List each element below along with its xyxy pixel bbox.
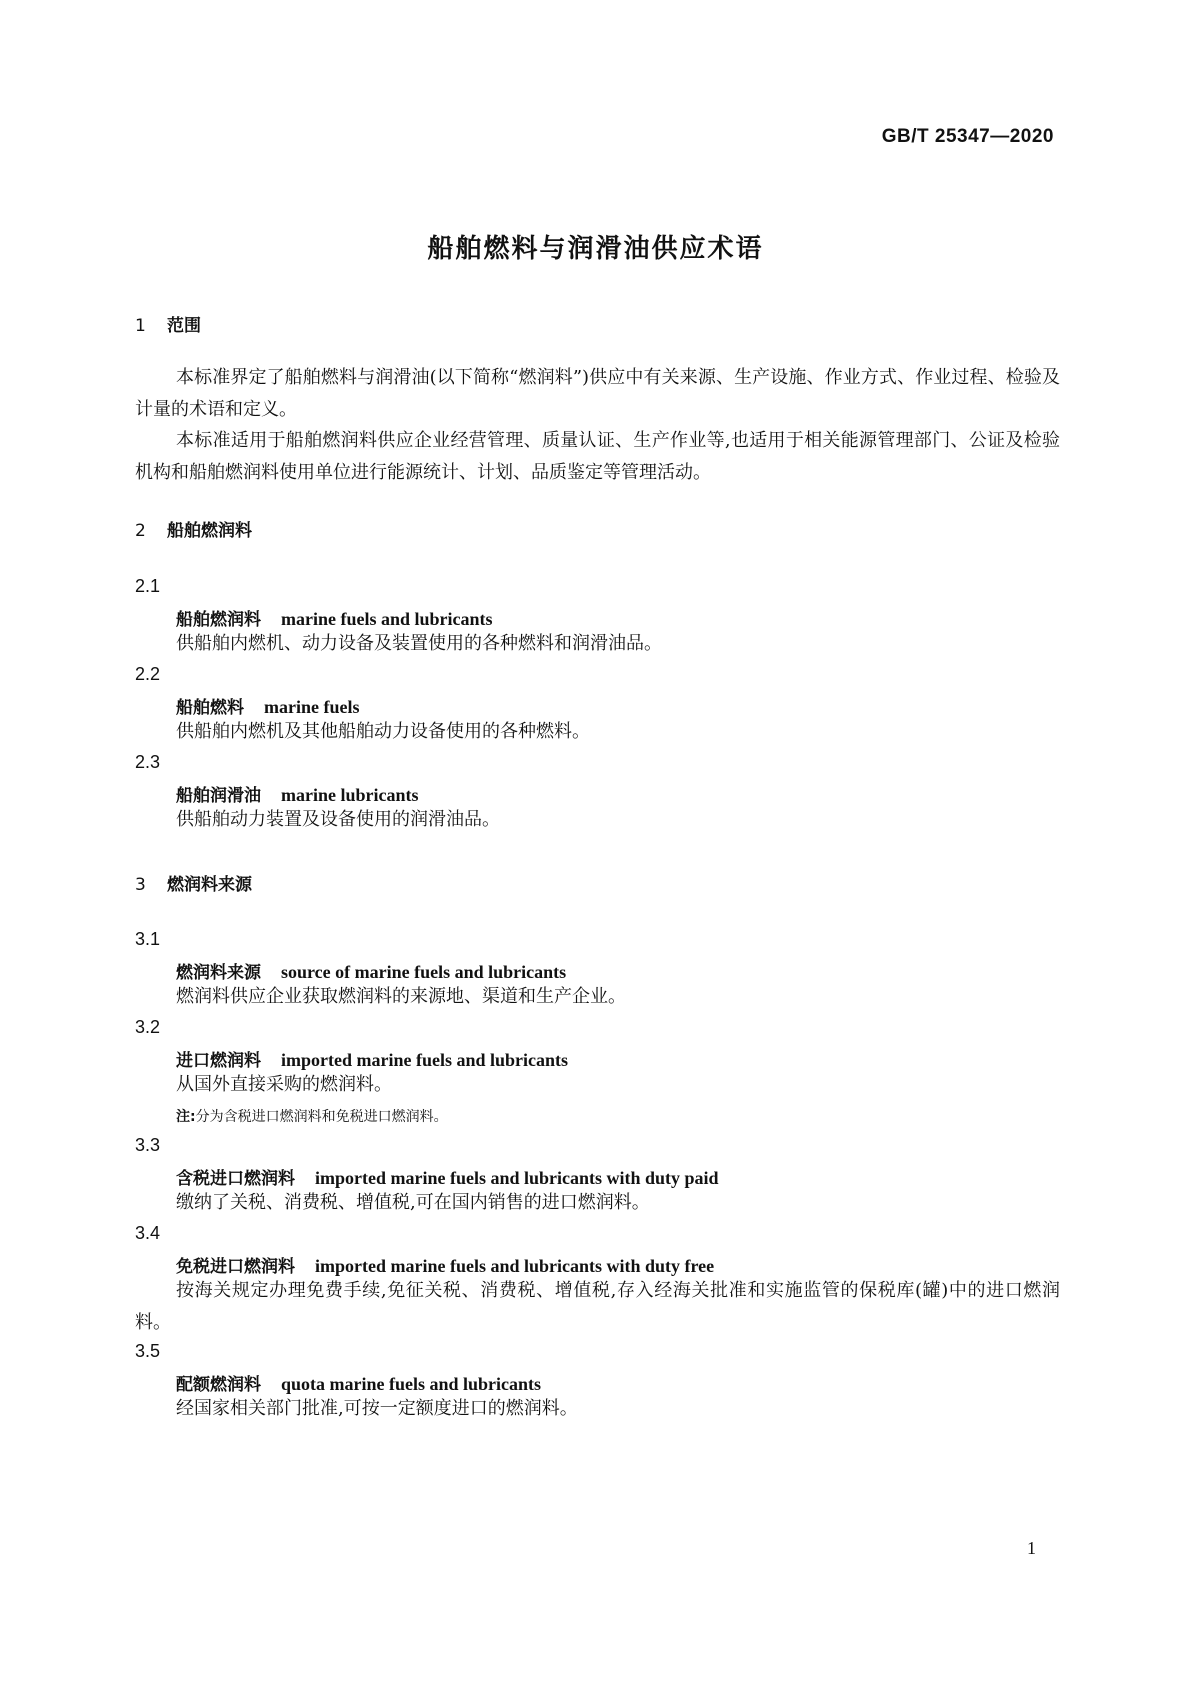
term-entry <box>176 693 359 718</box>
term-number: 3.1 <box>135 929 161 949</box>
term-en: imported marine fuels and lubricants with duty paid <box>315 1168 719 1188</box>
term-en: marine fuels and lubricants <box>281 609 493 629</box>
term-definition: 供船舶内燃机及其他船舶动力设备使用的各种燃料。 <box>176 721 590 742</box>
term-number: 2.2 <box>135 664 161 684</box>
term-entry <box>176 1252 714 1277</box>
term-en: marine lubricants <box>281 785 419 805</box>
term-zh: 燃润料来源 <box>176 963 261 983</box>
section-title: 船舶燃润料 <box>167 521 252 541</box>
page-number: 1 <box>1027 1538 1036 1558</box>
term-zh: 进口燃润料 <box>176 1051 261 1071</box>
term-zh: 船舶燃润料 <box>176 610 261 630</box>
term-definition: 经国家相关部门批准,可按一定额度进口的燃润料。 <box>176 1398 578 1419</box>
term-number: 3.4 <box>135 1223 161 1243</box>
term-en: quota marine fuels and lubricants <box>281 1374 542 1394</box>
term-en: imported marine fuels and lubricants with duty free <box>315 1256 715 1276</box>
term-number: 3.3 <box>135 1135 161 1155</box>
term-definition: 燃润料供应企业获取燃润料的来源地、渠道和生产企业。 <box>176 986 626 1007</box>
term-definition: 供船舶动力装置及设备使用的润滑油品。 <box>176 809 500 830</box>
term-en: marine fuels <box>264 697 360 717</box>
term-en: source of marine fuels and lubricants <box>281 962 567 982</box>
term-number: 3.2 <box>135 1017 161 1037</box>
term-entry <box>176 1370 541 1395</box>
note-text: 分为含税进口燃润料和免税进口燃润料。 <box>195 1109 448 1125</box>
section-heading-fuel-sources <box>135 870 252 895</box>
section-title: 范围 <box>167 316 201 336</box>
term-entry <box>176 605 493 630</box>
scope-paragraph-2: 本标准适用于船舶燃润料供应企业经营管理、质量认证、生产作业等,也适用于相关能源管理部门、公证及检验机构和船舶燃润料使用单位进行能源统计、计划、品质鉴定等管理活动。 <box>135 430 1060 483</box>
term-zh: 配额燃润料 <box>176 1375 261 1395</box>
term-number: 2.3 <box>135 752 161 772</box>
term-definition: 缴纳了关税、消费税、增值税,可在国内销售的进口燃润料。 <box>176 1192 650 1213</box>
term-zh: 船舶燃料 <box>176 698 244 718</box>
term-zh: 含税进口燃润料 <box>176 1169 295 1189</box>
term-number: 3.5 <box>135 1341 161 1361</box>
term-en: imported marine fuels and lubricants <box>281 1050 569 1070</box>
section-number: 3 <box>135 875 146 895</box>
scope-paragraph-1: 本标准界定了船舶燃料与润滑油(以下简称“燃润料”)供应中有关来源、生产设施、作业方式、作业过程、检验及计量的术语和定义。 <box>135 367 1060 420</box>
section-heading-scope <box>135 311 201 336</box>
term-note <box>176 1106 448 1126</box>
term-entry <box>176 958 566 983</box>
term-number: 2.1 <box>135 576 161 596</box>
section-title: 燃润料来源 <box>167 875 252 895</box>
term-zh: 船舶润滑油 <box>176 786 261 806</box>
term-entry <box>176 1046 568 1071</box>
term-definition: 供船舶内燃机、动力设备及装置使用的各种燃料和润滑油品。 <box>176 633 662 654</box>
document-title: 船舶燃料与润滑油供应术语 <box>427 234 764 264</box>
term-entry <box>176 1164 719 1189</box>
term-entry <box>176 781 419 806</box>
section-heading-marine-fuels-lubricants <box>135 516 252 541</box>
term-zh: 免税进口燃润料 <box>176 1257 295 1277</box>
standard-code: GB/T 25347—2020 <box>881 126 1054 147</box>
term-definition: 按海关规定办理免费手续,免征关税、消费税、增值税,存入经海关批准和实施监管的保税库(罐)中的进口燃润料。 <box>135 1280 1060 1333</box>
term-definition: 从国外直接采购的燃润料。 <box>176 1074 392 1095</box>
section-number: 1 <box>135 316 146 336</box>
note-label: 注: <box>176 1109 196 1125</box>
section-number: 2 <box>135 521 146 541</box>
